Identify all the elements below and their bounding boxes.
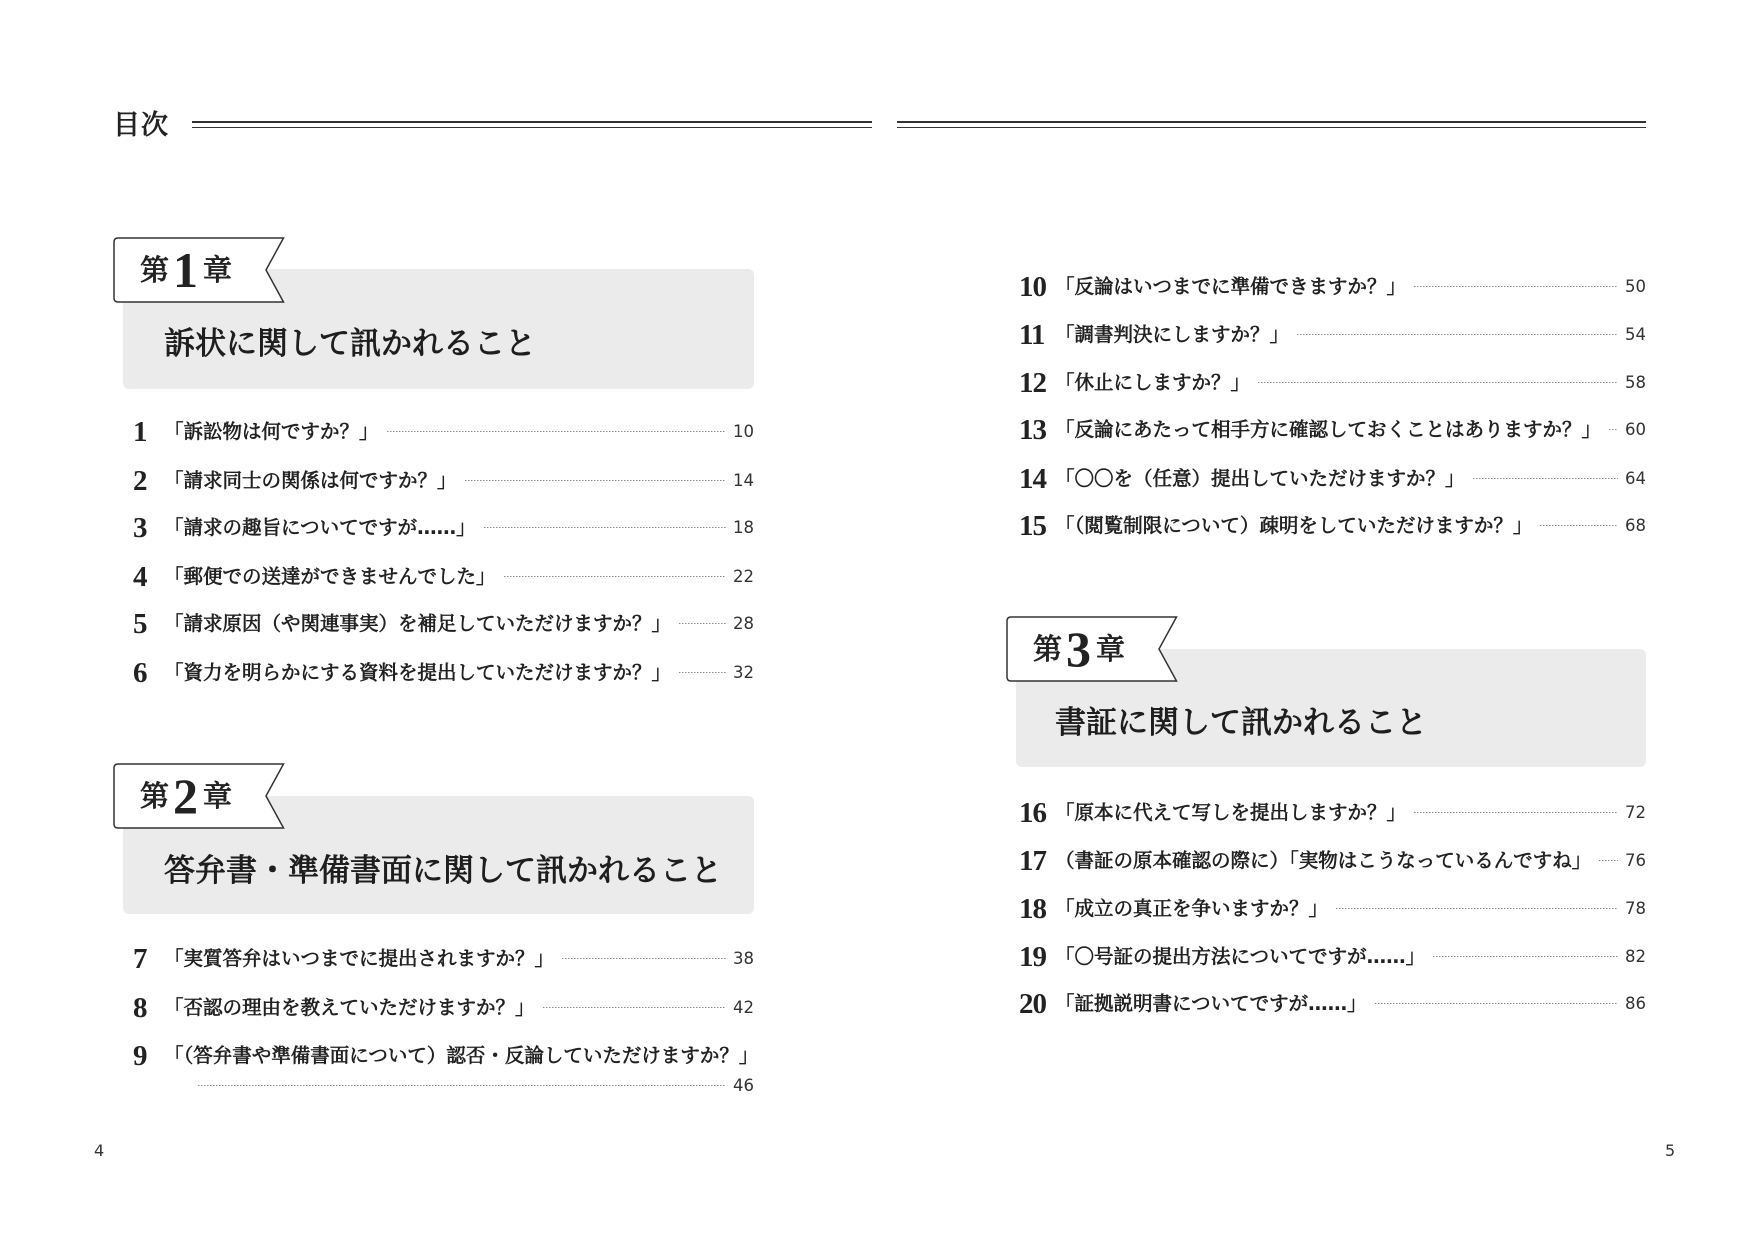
entry-number: 11 — [1019, 319, 1045, 351]
toc-entry-20 — [1019, 989, 1646, 1019]
chapter-1-title: 訴状に関して訊かれること — [164, 326, 536, 362]
entry-number: 7 — [133, 943, 147, 975]
entry-number: 2 — [133, 465, 147, 497]
entry-title: 「反論にあたって相手方に確認しておくことはありますか？」 — [1055, 418, 1602, 441]
entry-title: （書証の原本確認の際に）「実物はこうなっているんですね」 — [1055, 849, 1592, 872]
entry-number: 4 — [133, 561, 147, 593]
chapter-label-number: 1 — [173, 242, 199, 298]
entry-title: 「成立の真正を争いますか？」 — [1055, 897, 1329, 920]
entry-title: 「郵便での送達ができませんでした」 — [164, 565, 496, 588]
toc-entry-11 — [1019, 320, 1646, 350]
entry-number: 17 — [1019, 845, 1046, 877]
toc-entry-14 — [1019, 464, 1646, 494]
dot-leader — [465, 480, 726, 482]
entry-number: 8 — [133, 992, 147, 1024]
toc-entry-4 — [133, 562, 754, 592]
dot-leader — [1414, 812, 1618, 814]
toc-entry-15 — [1019, 511, 1646, 541]
entry-title: 「〇〇を（任意）提出していただけますか？」 — [1055, 467, 1465, 490]
entry-page: 32 — [733, 663, 754, 682]
chapter-1-tag — [113, 237, 285, 303]
entry-number: 1 — [133, 416, 147, 448]
chapter-label-suffix: 章 — [203, 779, 233, 813]
dot-leader — [1336, 908, 1618, 910]
dot-leader — [1599, 860, 1618, 862]
toc-entry-12 — [1019, 368, 1646, 398]
entry-number: 16 — [1019, 797, 1046, 829]
entry-page: 28 — [733, 614, 754, 633]
dot-leader — [1375, 1003, 1618, 1005]
entry-title: 「否認の理由を教えていただけますか？」 — [164, 996, 535, 1019]
dot-leader — [387, 431, 726, 433]
chapter-label-prefix: 第 — [140, 779, 170, 813]
toc-entry-7 — [133, 944, 754, 974]
entry-page: 76 — [1625, 851, 1646, 870]
entry-page: 60 — [1625, 420, 1646, 439]
dot-leader — [484, 527, 726, 529]
entry-number: 6 — [133, 657, 147, 689]
entry-title: 「（閲覧制限について）疎明をしていただけますか？」 — [1055, 514, 1533, 537]
toc-entry-5 — [133, 609, 754, 639]
entry-title: 「調書判決にしますか？」 — [1055, 323, 1290, 346]
dot-leader — [562, 958, 726, 960]
entry-title: 「証拠説明書についてですが……」 — [1055, 992, 1367, 1015]
toc-entry-9-continuation — [198, 1071, 754, 1101]
entry-number: 20 — [1019, 988, 1046, 1020]
chapter-1-label — [140, 237, 232, 303]
dot-leader — [1433, 956, 1618, 958]
entry-title: 「請求の趣旨についてですが……」 — [164, 516, 476, 539]
entry-title: 「請求同士の関係は何ですか？」 — [164, 469, 457, 492]
entry-page: 58 — [1625, 373, 1646, 392]
toc-heading: 目次 — [113, 110, 169, 141]
entry-page: 78 — [1625, 899, 1646, 918]
dot-leader — [198, 1085, 726, 1087]
page-number-right: 5 — [1665, 1141, 1676, 1160]
header-double-rule-right — [897, 121, 1646, 128]
entry-title: 「請求原因（や関連事実）を補足していただけますか？」 — [164, 612, 672, 635]
toc-entry-19 — [1019, 942, 1646, 972]
entry-page: 50 — [1625, 277, 1646, 296]
chapter-label-prefix: 第 — [140, 253, 170, 287]
toc-entry-6 — [133, 658, 754, 688]
dot-leader — [543, 1007, 726, 1009]
dot-leader — [679, 672, 726, 674]
chapter-label-number: 3 — [1066, 621, 1092, 677]
entry-number: 10 — [1019, 271, 1046, 303]
entry-page: 10 — [733, 422, 754, 441]
page-number-left: 4 — [94, 1141, 105, 1160]
chapter-2-label — [140, 763, 232, 829]
chapter-3-tag — [1006, 616, 1178, 682]
entry-number: 18 — [1019, 893, 1046, 925]
chapter-3-title: 書証に関して訊かれること — [1055, 705, 1427, 741]
chapter-3-label — [1033, 616, 1125, 682]
entry-number: 5 — [133, 608, 147, 640]
toc-entry-9 — [133, 1040, 759, 1072]
entry-title: 「原本に代えて写しを提出しますか？」 — [1055, 801, 1407, 824]
entry-title: 「〇号証の提出方法についてですが……」 — [1055, 945, 1426, 968]
entry-number: 15 — [1019, 510, 1046, 542]
entry-page: 86 — [1625, 994, 1646, 1013]
dot-leader — [1414, 286, 1618, 288]
entry-title: 「実質答弁はいつまでに提出されますか？」 — [164, 947, 555, 970]
toc-entry-8 — [133, 993, 754, 1023]
entry-page: 72 — [1625, 803, 1646, 822]
entry-page: 38 — [733, 949, 754, 968]
entry-number: 12 — [1019, 367, 1046, 399]
toc-entry-17 — [1019, 846, 1646, 876]
entry-number: 13 — [1019, 414, 1046, 446]
entry-page: 22 — [733, 567, 754, 586]
entry-title: 「休止にしますか？」 — [1055, 371, 1251, 394]
entry-page: 68 — [1625, 516, 1646, 535]
dot-leader — [1297, 334, 1618, 336]
chapter-2-tag — [113, 763, 285, 829]
chapter-label-number: 2 — [173, 768, 199, 824]
chapter-2-title: 答弁書・準備書面に関して訊かれること — [164, 853, 722, 889]
entry-page: 54 — [1625, 325, 1646, 344]
entry-number: 14 — [1019, 463, 1046, 495]
toc-entry-13 — [1019, 415, 1646, 445]
dot-leader — [1258, 382, 1618, 384]
entry-page: 82 — [1625, 947, 1646, 966]
dot-leader — [1540, 525, 1618, 527]
dot-leader — [1609, 429, 1618, 431]
entry-title: 「反論はいつまでに準備できますか？」 — [1055, 275, 1407, 298]
toc-entry-18 — [1019, 894, 1646, 924]
entry-number: 9 — [133, 1040, 147, 1072]
dot-leader — [504, 576, 726, 578]
header-double-rule-left — [192, 121, 872, 128]
toc-entry-2 — [133, 466, 754, 496]
toc-entry-3 — [133, 513, 754, 543]
entry-page: 46 — [733, 1076, 754, 1095]
entry-number: 3 — [133, 512, 147, 544]
entry-page: 42 — [733, 998, 754, 1017]
chapter-label-suffix: 章 — [203, 253, 233, 287]
toc-entry-10 — [1019, 272, 1646, 302]
dot-leader — [679, 623, 726, 625]
entry-page: 64 — [1625, 469, 1646, 488]
chapter-label-prefix: 第 — [1033, 632, 1063, 666]
toc-entry-1 — [133, 417, 754, 447]
toc-entry-16 — [1019, 798, 1646, 828]
entry-title: 「訴訟物は何ですか？」 — [164, 420, 379, 443]
entry-title: 「資力を明らかにする資料を提出していただけますか？」 — [164, 661, 672, 684]
entry-page: 18 — [733, 518, 754, 537]
entry-page: 14 — [733, 471, 754, 490]
dot-leader — [1473, 478, 1618, 480]
chapter-label-suffix: 章 — [1096, 632, 1126, 666]
entry-title: 「（答弁書や準備書面について）認否・反論していただけますか？」 — [164, 1044, 759, 1067]
entry-number: 19 — [1019, 941, 1046, 973]
